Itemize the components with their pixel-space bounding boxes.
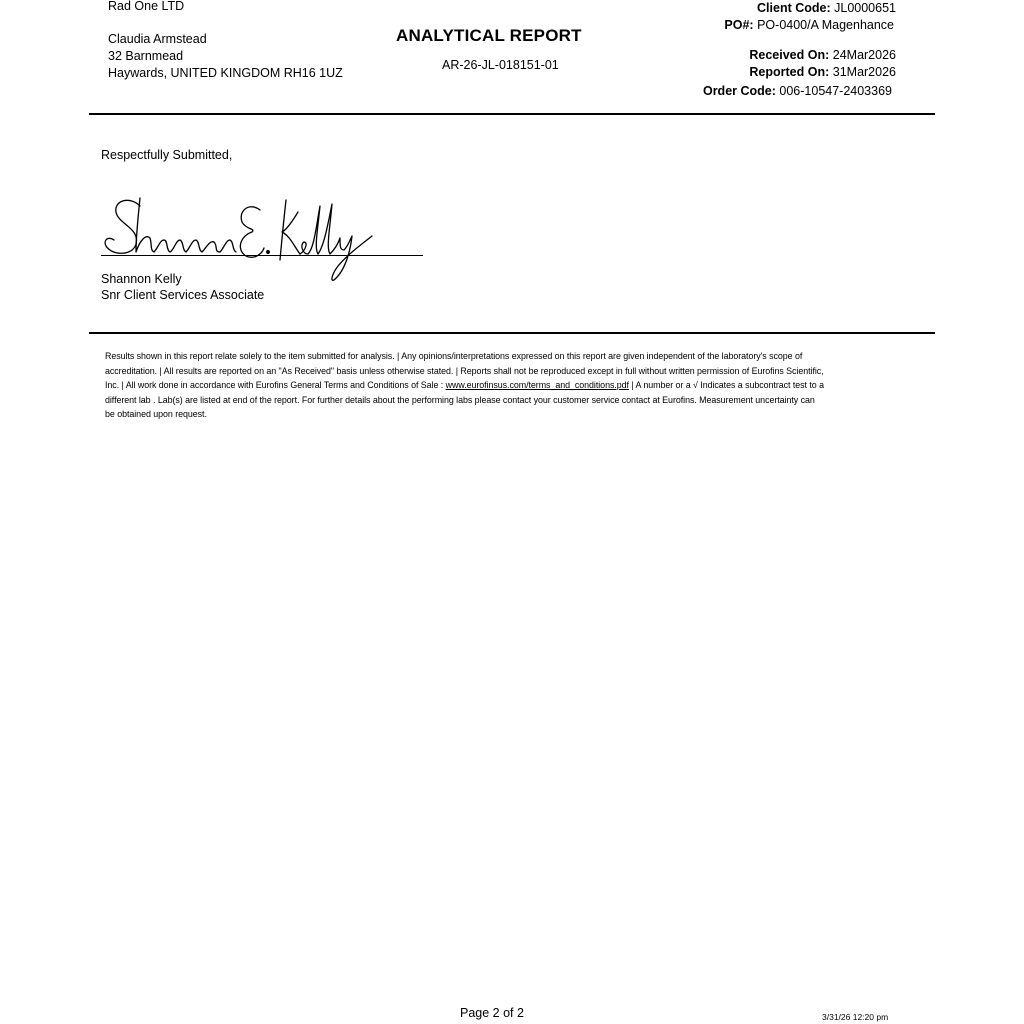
po-value: PO-0400/A Magenhance xyxy=(757,18,894,32)
po-label: PO#: xyxy=(724,18,754,32)
signer-name: Shannon Kelly xyxy=(101,272,182,286)
received-value: 24Mar2026 xyxy=(832,48,896,62)
order-code-value: 006-10547-2403369 xyxy=(779,84,892,98)
report-number: AR-26-JL-018151-01 xyxy=(442,58,559,72)
client-city: Haywards, UNITED KINGDOM RH16 1UZ xyxy=(108,66,343,80)
client-code-value: JL0000651 xyxy=(834,1,896,15)
disclaimer-part2: | A number or a √ Indicates a subcontract test to a different lab . Lab(s) are listed at end of the report. For further details about the performing labs please contact your customer service contact at Eurofins. Measurement uncertainty can be obtained upon request. xyxy=(105,380,824,420)
client-code-row xyxy=(757,0,896,16)
client-street: 32 Barnmead xyxy=(108,49,184,63)
order-code-label: Order Code: xyxy=(702,84,776,98)
report-title: ANALYTICAL REPORT xyxy=(396,26,582,45)
reported-row xyxy=(749,64,896,80)
reported-value: 31Mar2026 xyxy=(832,65,896,79)
signer-role: Snr Client Services Associate xyxy=(101,288,265,302)
reported-label: Reported On: xyxy=(749,65,830,79)
page-number: Page 2 of 2 xyxy=(460,1006,524,1020)
print-timestamp: 3/31/26 12:20 pm xyxy=(822,1012,889,1022)
po-row xyxy=(724,17,894,33)
received-row xyxy=(749,47,896,63)
header-divider xyxy=(89,113,935,115)
received-label: Received On: xyxy=(749,48,830,62)
signature-divider xyxy=(89,332,935,334)
client-contact: Claudia Armstead xyxy=(108,32,207,46)
client-code-label: Client Code: xyxy=(757,1,831,15)
client-company: Rad One LTD xyxy=(108,0,185,13)
order-code-row xyxy=(703,83,892,99)
signature-line xyxy=(101,255,423,256)
terms-link[interactable]: www.eurofinsus.com/terms_and_conditions.pdf xyxy=(445,380,629,391)
disclaimer-part1: Results shown in this report relate solely to the item submitted for analysis. | Any opinions/interpretations expressed on this report are given independent of the laboratory's scope of accreditation. | All results are reported on an "As Received" basis unless otherwise stated. | Reports shall not be reproduced except in full without written permission of Eurofins Scientific, Inc. | All work done in accordance with Eurofins General Terms and Conditions of Sale : xyxy=(105,351,824,391)
disclaimer-text xyxy=(105,349,825,422)
closing-text: Respectfully Submitted, xyxy=(101,148,233,162)
